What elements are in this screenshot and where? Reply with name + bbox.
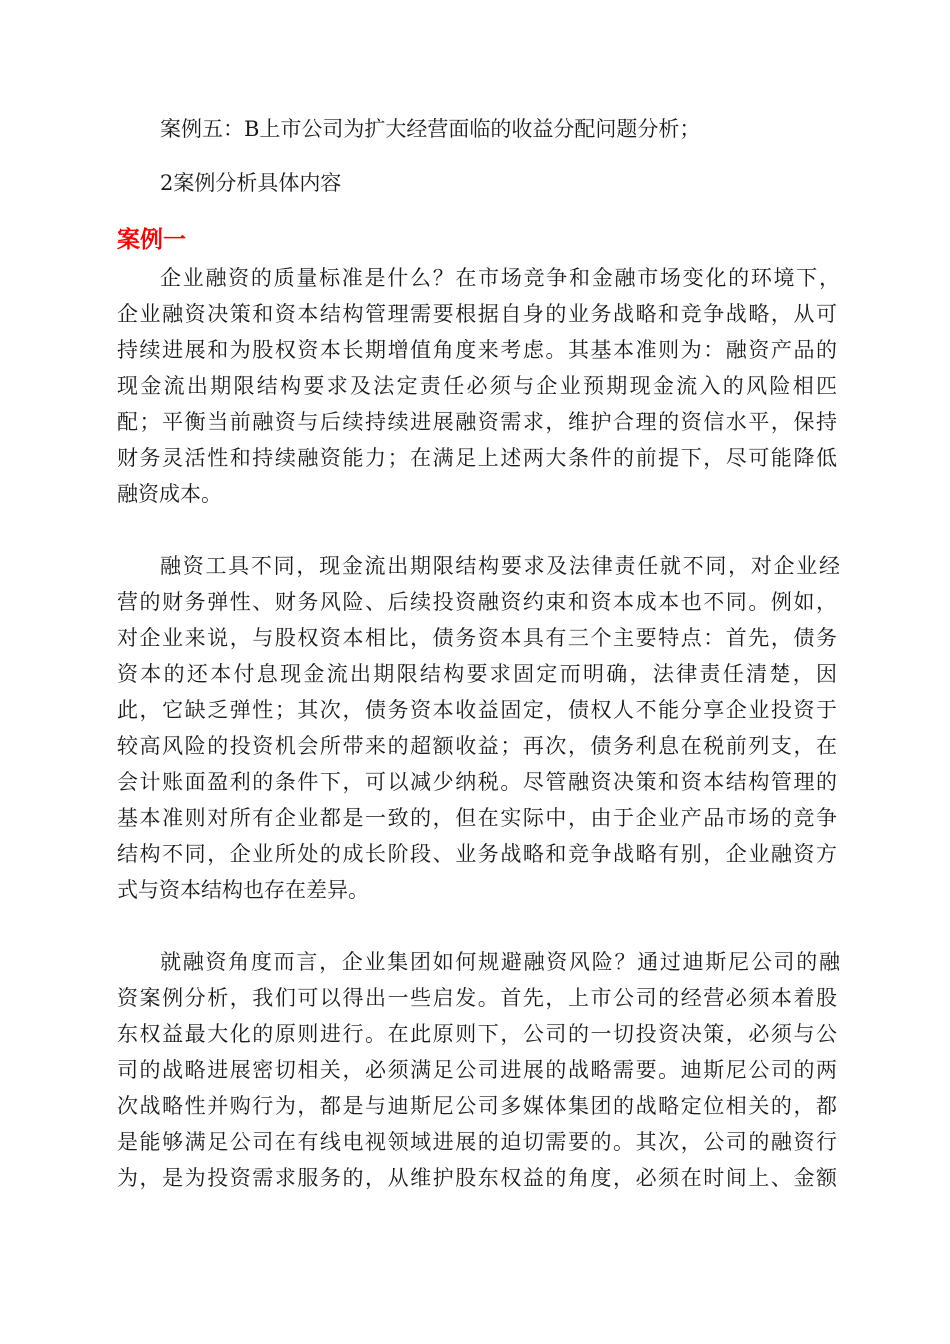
- case-heading: 案例一: [117, 227, 186, 253]
- paragraph-line: 司的战略进展密切相关，必须满足公司进展的战略需要。迪斯尼公司的两: [117, 1058, 837, 1082]
- paragraph-line: 资本的还本付息现金流出期限结构要求固定而明确，法律责任清楚，因: [117, 662, 837, 686]
- paragraph-line: 资案例分析，我们可以得出一些启发。首先，上市公司的经营必须本着股: [117, 986, 837, 1010]
- paragraph-line: 营的财务弹性、财务风险、后续投资融资约束和资本成本也不同。例如，: [117, 590, 837, 614]
- paragraph-line: 持续进展和为股权资本长期增值角度来考虑。其基本准则为：融资产品的: [117, 338, 837, 362]
- paragraph-line: 对企业来说，与股权资本相比，债务资本具有三个主要特点：首先，债务: [117, 626, 837, 650]
- paragraph-line: 融资工具不同，现金流出期限结构要求及法律责任就不同，对企业经: [160, 554, 840, 578]
- paragraph-line: 会计账面盈利的条件下，可以减少纳税。尽管融资决策和资本结构管理的: [117, 770, 837, 794]
- paragraph-line: 是能够满足公司在有线电视领域进展的迫切需要的。其次，公司的融资行: [117, 1130, 837, 1154]
- section-title: 2案例分析具体内容: [160, 171, 342, 195]
- paragraph-line: 财务灵活性和持续融资能力；在满足上述两大条件的前提下，尽可能降低: [117, 446, 837, 470]
- paragraph-line: 结构不同，企业所处的成长阶段、业务战略和竞争战略有别，企业融资方: [117, 842, 837, 866]
- paragraph-line: 企业融资决策和资本结构管理需要根据自身的业务战略和竞争战略，从可: [117, 302, 837, 326]
- paragraph-line: 次战略性并购行为，都是与迪斯尼公司多媒体集团的战略定位相关的，都: [117, 1094, 837, 1118]
- paragraph-line: 式与资本结构也存在差异。: [117, 878, 369, 902]
- paragraph-line: 现金流出期限结构要求及法定责任必须与企业预期现金流入的风险相匹: [117, 374, 837, 398]
- paragraph-line: 较高风险的投资机会所带来的超额收益；再次，债务利息在税前列支，在: [117, 734, 837, 758]
- paragraph-line: 企业融资的质量标准是什么？在市场竞争和金融市场变化的环境下，: [160, 266, 840, 290]
- paragraph-line: 东权益最大化的原则进行。在此原则下，公司的一切投资决策，必须与公: [117, 1022, 837, 1046]
- paragraph-line: 基本准则对所有企业都是一致的，但在实际中，由于企业产品市场的竞争: [117, 806, 837, 830]
- paragraph-line: 此，它缺乏弹性；其次，债务资本收益固定，债权人不能分享企业投资于: [117, 698, 837, 722]
- paragraph-line: 融资成本。: [117, 482, 222, 506]
- paragraph-line: 就融资角度而言，企业集团如何规避融资风险？通过迪斯尼公司的融: [160, 950, 840, 974]
- paragraph-line: 为，是为投资需求服务的，从维护股东权益的角度，必须在时间上、金额: [117, 1166, 837, 1190]
- case-list-item: 案例五：B上市公司为扩大经营面临的收益分配问题分析；: [160, 117, 701, 141]
- paragraph-line: 配；平衡当前融资与后续持续进展融资需求，维护合理的资信水平，保持: [117, 410, 837, 434]
